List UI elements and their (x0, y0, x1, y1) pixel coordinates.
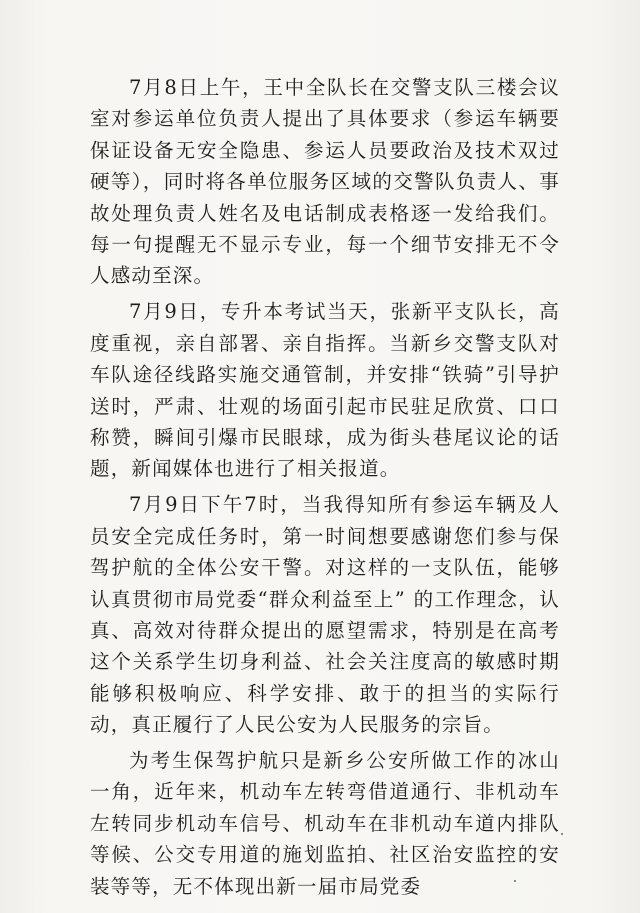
scan-speck (514, 880, 516, 882)
paragraph-1: 7月8日上午，王中全队长在交警支队三楼会议室对参运单位负责人提出了具体要求（参运车辆要保证设备无安全隐患、参运人员要政治及技术双过硬等），同时将各单位服务区域的交警队负责人、事故处理负责人姓名及电话制成表格逐一发给我们。每一句提醒无不显示专业，每一个细节安排无不令人感动至深。 (90, 76, 560, 288)
letter-body (90, 72, 560, 907)
scan-speck (561, 833, 563, 835)
paragraph-4: 为考生保驾护航只是新乡公安所做工作的冰山一角，近年来，机动车左转弯借道通行、非机动车左转同步机动车信号、机动车在非机动车道内排队等候、公交专用道的施划监拍、社区治安监控的安装等等，无不体现出新一届市局党委 (90, 749, 560, 898)
paragraph-2: 7月9日，专升本考试当天，张新平支队长，高度重视，亲自部署、亲自指挥。当新乡交警支队对车队途径线路实施交通管制，并安排“铁骑”引导护送时，严肃、壮观的场面引起市民驻足欣赏、口口称赞，瞬间引爆市民眼球，成为街头巷尾议论的话题，新闻媒体也进行了相关报道。 (90, 300, 560, 481)
paragraph-3: 7月9日下午7时，当我得知所有参运车辆及人员安全完成任务时，第一时间想要感谢您们参与保驾护航的全体公安干警。对这样的一支队伍，能够认真贯彻市局党委“群众利益至上” 的工作理念，认真、高效对待群众提出的愿望需求，特别是在高考这个关系学生切身利益、社会关注度高的敏感时期能够积极响应、科学安排、敢于的担当的实际行动，真正履行了人民公安为人民服务的宗旨。 (90, 493, 560, 737)
